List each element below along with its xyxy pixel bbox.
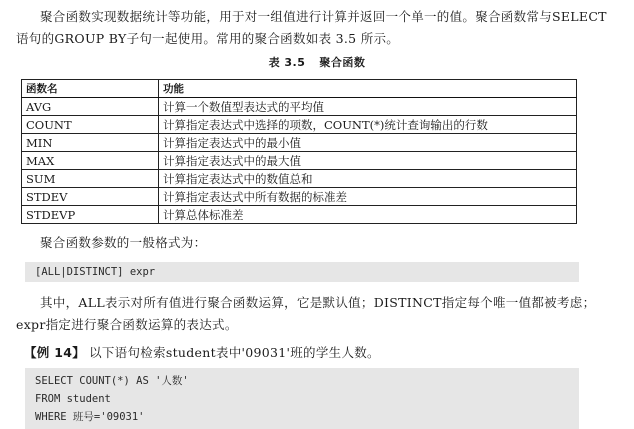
table-caption-number: 表 3.5 <box>268 56 306 69</box>
table-row <box>22 188 577 206</box>
function-name-cell: STDEV <box>22 188 159 206</box>
syntax-intro: 聚合函数参数的一般格式为： <box>40 235 207 250</box>
table-row <box>22 98 577 116</box>
table-row <box>22 116 577 134</box>
function-description-cell: 计算指定表达式中的最大值 <box>159 152 577 170</box>
function-name-cell: COUNT <box>22 116 159 134</box>
function-name-cell: AVG <box>22 98 159 116</box>
code-line: FROM student <box>35 393 111 405</box>
table-row <box>22 170 577 188</box>
table-caption <box>0 54 634 70</box>
table-row <box>22 152 577 170</box>
function-description-cell: 计算指定表达式中所有数据的标准差 <box>159 188 577 206</box>
syntax-code-block: [ALL|DISTINCT] expr <box>25 262 579 282</box>
example-text: 以下语句检索student表中'09031'班的学生人数。 <box>89 345 380 360</box>
example-tag: 【例 14】 <box>24 345 86 360</box>
table-header-row <box>22 80 577 98</box>
example-heading <box>24 343 614 363</box>
intro-paragraph: 聚合函数实现数据统计等功能，用于对一组值进行计算并返回一个单一的值。聚合函数常与SELECT语句的GROUP BY子句一起使用。常用的聚合函数如表 3.5 所示。 <box>16 9 607 46</box>
header-function-description: 功能 <box>159 80 577 98</box>
function-name-cell: SUM <box>22 170 159 188</box>
example-code-block <box>25 368 579 429</box>
function-description-cell: 计算总体标准差 <box>159 206 577 224</box>
code-line: SELECT COUNT(*) AS '人数' <box>35 375 189 387</box>
table-row <box>22 134 577 152</box>
function-name-cell: STDEVP <box>22 206 159 224</box>
header-function-name: 函数名 <box>22 80 159 98</box>
table-row <box>22 206 577 224</box>
function-description-cell: 计算指定表达式中选择的项数，COUNT(*)统计查询输出的行数 <box>159 116 577 134</box>
function-name-cell: MIN <box>22 134 159 152</box>
explanation-paragraph: 其中，ALL表示对所有值进行聚合函数运算，它是默认值；DISTINCT指定每个唯一值都被考虑；expr指定进行聚合函数运算的表达式。 <box>16 295 596 332</box>
function-description-cell: 计算指定表达式中的数值总和 <box>159 170 577 188</box>
function-description-cell: 计算指定表达式中的最小值 <box>159 134 577 152</box>
code-line: WHERE 班号='09031' <box>35 411 145 423</box>
table-caption-title: 聚合函数 <box>319 56 366 69</box>
function-name-cell: MAX <box>22 152 159 170</box>
function-description-cell: 计算一个数值型表达式的平均值 <box>159 98 577 116</box>
aggregate-function-table <box>21 79 577 224</box>
